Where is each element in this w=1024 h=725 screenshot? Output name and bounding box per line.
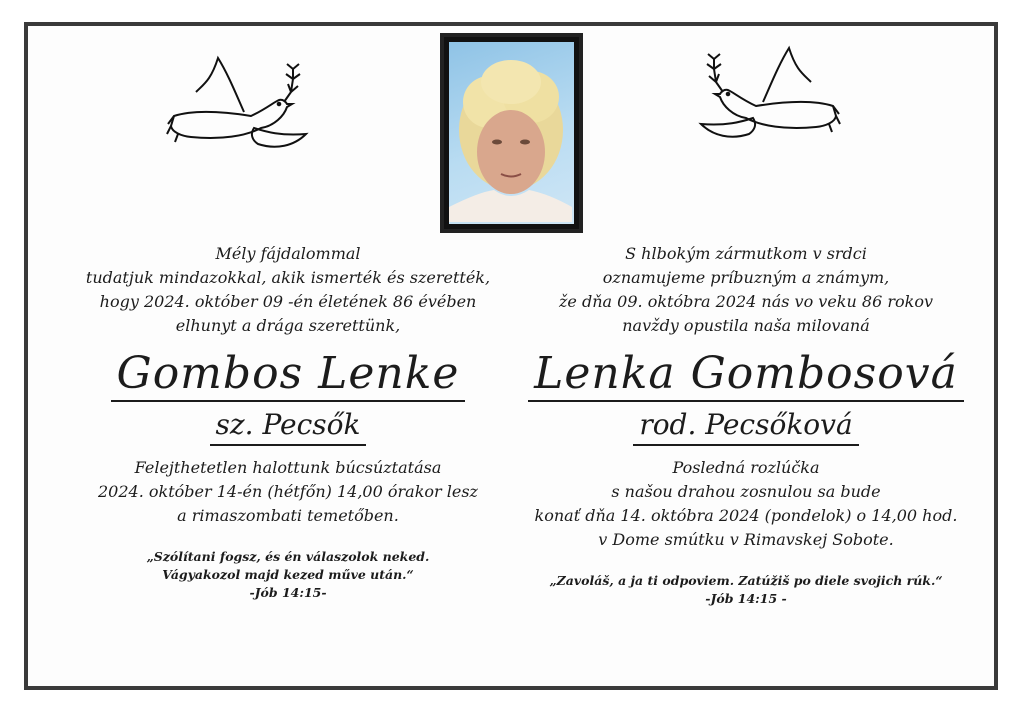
info-line: 2024. október 14-én (hétfőn) 14,00 órakor lesz	[98, 482, 478, 501]
intro-text	[516, 242, 976, 338]
hungarian-notice	[78, 242, 498, 602]
intro-line: oznamujeme príbuzným a známym,	[602, 268, 890, 287]
portrait-image	[449, 42, 574, 224]
intro-line: tudatjuk mindazokkal, akik ismerték és szerették,	[85, 268, 491, 287]
deceased-name-text: Gombos Lenke	[111, 350, 466, 402]
bible-quote	[78, 548, 498, 584]
deceased-name-text: Lenka Gombosová	[528, 350, 964, 402]
maiden-name	[78, 408, 498, 446]
verse-reference: -Jób 14:15-	[249, 585, 327, 600]
intro-line: S hlbokým zármutkom v srdci	[625, 244, 867, 263]
maiden-name-text: sz. Pecsők	[210, 408, 367, 446]
info-line: a rimaszombati temetőben.	[177, 506, 399, 525]
deceased-name	[516, 350, 976, 402]
intro-line: že dňa 09. októbra 2024 nás vo veku 86 rokov	[559, 292, 933, 311]
obituary-card	[24, 22, 998, 690]
slovak-notice	[516, 242, 976, 608]
funeral-info	[516, 456, 976, 552]
intro-line: Mély fájdalommal	[215, 244, 361, 263]
deceased-name	[78, 350, 498, 402]
bible-quote	[516, 572, 976, 590]
dove-left-icon	[166, 54, 311, 152]
info-line: Posledná rozlúčka	[672, 458, 820, 477]
maiden-name-text: rod. Pecsőková	[633, 408, 858, 446]
intro-line: navždy opustila naša milovaná	[622, 316, 870, 335]
info-line: v Dome smútku v Rimavskej Sobote.	[598, 530, 894, 549]
verse-reference: -Jób 14:15 -	[705, 591, 787, 606]
info-line: s našou drahou zosnulou sa bude	[611, 482, 881, 501]
quote-line: „Szólítani fogsz, és én válaszolok neked.	[146, 549, 430, 564]
info-line: konať dňa 14. októbra 2024 (pondelok) o 14,00 hod.	[534, 506, 958, 525]
maiden-name	[516, 408, 976, 446]
quote-line: „Zavoláš, a ja ti odpoviem. Zatúžiš po diele svojich rúk.“	[549, 573, 943, 588]
funeral-info	[78, 456, 498, 528]
intro-text	[78, 242, 498, 338]
intro-line: hogy 2024. október 09 -én életének 86 évében	[99, 292, 477, 311]
portrait-photo	[440, 33, 583, 233]
dove-right-icon	[696, 44, 841, 142]
info-line: Felejthetetlen halottunk búcsúztatása	[134, 458, 442, 477]
quote-line: Vágyakozol majd kezed műve után.“	[162, 567, 414, 582]
intro-line: elhunyt a drága szerettünk,	[175, 316, 401, 335]
